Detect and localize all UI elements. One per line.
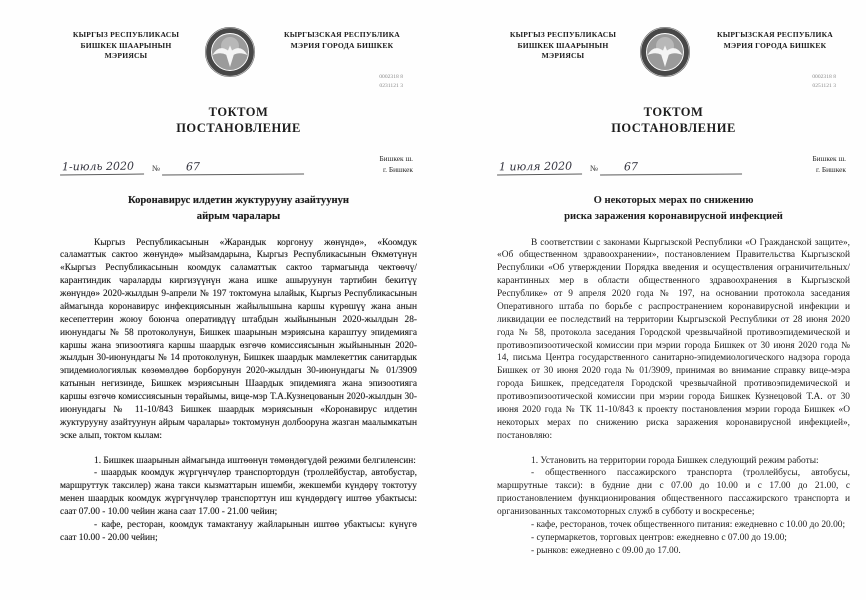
body-paragraph: 1. Установить на территории города Бишкек следующий режим работы: [531, 455, 819, 466]
org-name-russian-block [267, 26, 417, 90]
org-name-kyrgyz: КЫРГЫЗ РЕСПУБЛИКАСЫ БИШКЕК ШААРЫНЫН МЭРИЯСЫ [72, 30, 180, 61]
document-title: Коронавирус илдетин жуктурууну азайтуунун айрым чаралары [127, 194, 350, 222]
body-paragraph: - супермаркетов, торговых центров: ежедневно с 07.00 до 19.00; [531, 532, 787, 543]
body-paragraph: В соответствии с законами Кыргызской Республики «О Гражданской защите», «Об общественном здравоохранении», постановлением Правительства Кыргызской Республики «Об утверждении Порядка введения и осуществления ограничительных/карантинных мер в области общественного здравоохранения в Кыргызской Республике» от 9 апреля 2020 года № 197, на основании протокола заседания Оперативного штаба по борьбе с распространением коронавирусной инфекции и ликвидации ее последствий на территории Кыргызской Республики от 28 июня 2020 года № 58, протокола заседания Городской чрезвычайной противоэпидемической и противоэпизоотической комиссии при мэрии города Бишкек от 30 июня 2020 года № 14, письма Центра государственного санитарно-эпидемиологического надзора города Бишкек от 30 июня 2020 года № 01/3909, принимая во внимание справку вице-мэра города Бишкек, председателя Городской чрезвычайной противоэпидемической и противоэпизоотической комиссии при мэрии города Бишкек Кузнецовой Т.А. от 30 июня 2020 года № ТК 11-10/843 к проекту постановления мэрии города Бишкек «О некоторых мерах по снижению риска заражения коронавирусной инфекцией», постановляю: [497, 237, 850, 441]
coat-of-arms-icon [639, 26, 691, 78]
coat-of-arms-icon [204, 26, 256, 78]
number-sign: № [151, 162, 161, 173]
form-number: 0002318 8 0251121 3 [812, 74, 836, 89]
handwritten-doc-number: 67 [162, 159, 304, 175]
org-name-russian-block [700, 26, 850, 90]
body-paragraph: 1. Бишкек шаарынын аймагында иштөөнүн төмөндөгүдөй режими белгиленсин: [94, 455, 416, 466]
document-page-russian [433, 0, 866, 600]
org-name-russian: КЫРГЫЗСКАЯ РЕСПУБЛИКА МЭРИЯ ГОРОДА БИШКЕК [283, 30, 400, 50]
body-paragraph: - кафе, ресторанов, точек общественного питания: ежедневно с 10.00 до 20.00; [531, 519, 846, 530]
org-name-kyrgyz: КЫРГЫЗ РЕСПУБЛИКАСЫ БИШКЕК ШААРЫНЫН МЭРИЯСЫ [509, 30, 617, 61]
body-paragraph: Кыргыз Республикасынын «Жарандык коргонуу жөнүндө», «Коомдук саламаттык сактоо жөнүндө» мыйзамдарына, Кыргыз Республикасынын Өкмөтүнүн «Кыргыз Республикасынын коомдук саламаттык сактоо тармагында чектөөчү/карантиндик чараларды киргизүүнүн жана ишке ашыруунун тартибин бекитүү жөнүндө» 2020-жылдын 9-апрели № 197 токтомуна ылайык, Кыргыз Республикасынын аймагында коронавирус инфекциясынын жайылышына каршы күрөшүү жана анын кесепеттерин жоюу боюнча оперативдүү штабдын жыйынынын 2020-жылдын 28-июнундагы № 58 протоколунун, Бишкек шаарынын мэриясына караштуу эпидемияга каршы жана эпизоотияга каршы шаардык өзгөчө комиссиясынын жыйынынын 2020-жылдын 30-июнундагы № 14 протоколунун, Бишкек шаардык мамлекеттик санитардык эпидемиологиялык көзөмөлдөө борборунун 2020-жылдын 30-июнундагы № 01/3909 катынын негизинде, Бишкек мэриясынын Шаардык эпидемияга жана эпизоотияга каршы өзгөчө комиссиясынын төрайымы, вице-мэр Т.А.Кузнецованын 2020-жылдын 30-июнундагы № 11-10/843 Бишкек шаардык мэриясынын «Коронавирус илдетин жуктурууну азайтуунун айрым чаралары» токтомунун долбооруна жазган маалымкатын эске алып, токтом кылам: [60, 237, 417, 441]
place-label: Бишкек ш. г. Бишкек [812, 153, 846, 174]
handwritten-date: 1-июль 2020 [60, 159, 144, 175]
body-paragraph: - шаардык коомдук жүргүнчүлөр транспортордун (троллейбустар, автобустар, маршруттук таксилер) жана такси кызматтарын ишемби, жекшемби күндөрү токтотуу менен шаардык коомдук жүргүнчүлөр транспорттун иш күндөрдөгү иштөө убактысы: саат 07.00 - 10.00 чейин жана саат 17.00 - 21.00 чейин; [60, 468, 417, 518]
body-paragraph: - рынков: ежедневно с 09.00 до 17.00. [531, 545, 681, 556]
letterhead [60, 26, 417, 90]
date-row [497, 153, 850, 175]
document-body [60, 237, 417, 545]
handwritten-doc-number: 67 [600, 159, 742, 175]
document-body [497, 237, 850, 558]
number-sign: № [590, 162, 599, 173]
doc-type-heading: ТОКТОМ ПОСТАНОВЛЕНИЕ [611, 105, 736, 136]
form-number: 0002318 8 0231121 3 [379, 74, 403, 89]
document-title: О некоторых мерах по снижению риска заражения коронавирусной инфекцией [564, 194, 783, 222]
date-row [60, 153, 417, 175]
org-name-russian: КЫРГЫЗСКАЯ РЕСПУБЛИКА МЭРИЯ ГОРОДА БИШКЕК [716, 30, 833, 50]
place-label: Бишкек ш. г. Бишкек [379, 153, 413, 174]
body-paragraph: - кафе, ресторан, коомдук тамактануу жайларынын иштөө убактысы: күнүгө саат 10.00 - 20.00 чейин; [60, 519, 417, 543]
letterhead [497, 26, 850, 90]
handwritten-date: 1 июля 2020 [497, 159, 582, 175]
doc-type-heading: ТОКТОМ ПОСТАНОВЛЕНИЕ [176, 105, 301, 136]
body-paragraph: - общественного пассажирского транспорта (троллейбусы, автобусы, маршрутные такси): в будние дни с 07.00 до 10.00 и с 17.00 до 21.00, с приостановлением функционирования общественного пассажирского транспорта и организованных таксомоторных служб в субботу и воскресенье; [497, 468, 850, 518]
